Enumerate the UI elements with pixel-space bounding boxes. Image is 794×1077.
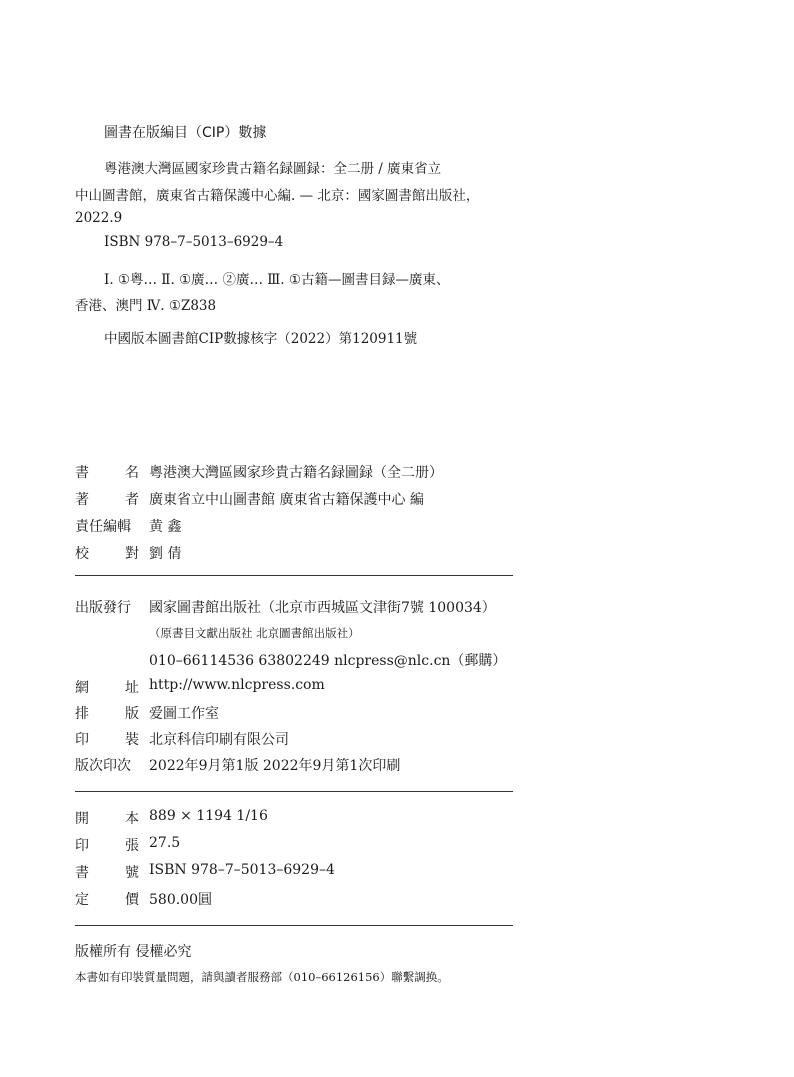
cip-line-3: 2022.9 <box>75 210 123 226</box>
label-title: 書 名 <box>75 465 139 481</box>
label-author: 著 者 <box>75 492 139 508</box>
value-title: 粵港澳大灣區國家珍貴古籍名録圖録（全二册） <box>149 465 443 481</box>
value-book-number: ISBN 978–7–5013–6929–4 <box>149 862 335 878</box>
value-author: 廣東省立中山圖書館 廣東省古籍保護中心 編 <box>149 492 424 508</box>
label-website: 網 址 <box>75 680 139 696</box>
value-publisher-former: （原書目文獻出版社 北京圖書館出版社） <box>149 626 360 640</box>
cip-heading: 圖書在版編目（CIP）數據 <box>104 125 267 141</box>
label-publisher: 出版發行 <box>75 600 131 616</box>
label-price: 定 價 <box>75 892 139 908</box>
value-price: 580.00圓 <box>149 892 212 908</box>
value-edition: 2022年9月第1版 2022年9月第1次印刷 <box>149 758 401 774</box>
label-proofreader: 校 對 <box>75 546 139 562</box>
value-publisher-contact: 010–66114536 63802249 nlcpress@nlc.cn（郵購） <box>149 653 507 669</box>
cip-class-line-1: Ⅰ. ①粵… Ⅱ. ①廣… ②廣… Ⅲ. ①古籍—圖書目録—廣東、 <box>104 272 450 288</box>
value-sheets: 27.5 <box>149 835 181 851</box>
value-format: 889 × 1194 1/16 <box>149 808 268 824</box>
label-book-number: 書 號 <box>75 865 139 881</box>
cip-isbn: ISBN 978–7–5013–6929–4 <box>104 234 284 250</box>
label-printing: 印 裝 <box>75 732 139 748</box>
copyright-title: 版權所有 侵權必究 <box>75 944 192 960</box>
value-editor: 黄 鑫 <box>149 519 182 535</box>
copyright-notice: 本書如有印裝質量問題，請與讀者服務部（010–66126156）聯繫調换。 <box>75 970 449 984</box>
divider-2 <box>75 791 513 792</box>
cip-line-1: 粵港澳大灣區國家珍貴古籍名録圖録：全二册 / 廣東省立 <box>104 161 442 177</box>
value-website: http://www.nlcpress.com <box>149 677 325 693</box>
value-printing: 北京科信印刷有限公司 <box>149 732 289 748</box>
value-typesetting: 爱圖工作室 <box>149 706 219 722</box>
label-format: 開 本 <box>75 811 139 827</box>
value-publisher: 國家圖書館出版社（北京市西城區文津街7號 100034） <box>149 600 496 616</box>
label-typesetting: 排 版 <box>75 706 139 722</box>
divider-3 <box>75 925 513 926</box>
value-proofreader: 劉 倩 <box>149 546 182 562</box>
divider-1 <box>75 575 513 576</box>
cip-class-line-2: 香港、澳門 Ⅳ. ①Z838 <box>75 298 217 314</box>
cip-record-number: 中國版本圖書館CIP數據核字（2022）第120911號 <box>104 331 418 347</box>
label-edition: 版次印次 <box>75 758 131 774</box>
label-sheets: 印 張 <box>75 838 139 854</box>
cip-line-2: 中山圖書館，廣東省古籍保護中心編. — 北京：國家圖書館出版社， <box>75 188 480 204</box>
label-editor: 責任編輯 <box>75 519 131 535</box>
